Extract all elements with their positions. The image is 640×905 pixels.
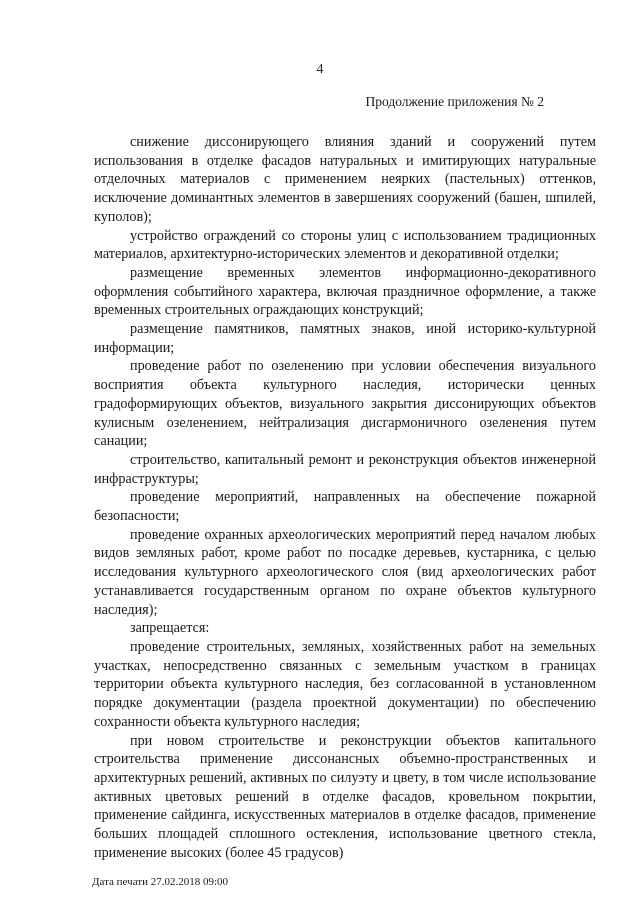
paragraph: проведение работ по озеленению при условии обеспечения визуального восприятия объекта культурного наследия, исторически ценных градоформирующих объектов, визуального закрытия диссонирующих объектов кулисным озеленением, нейтрализация дисгармоничного озеленения путем санации; <box>94 358 596 450</box>
paragraph: при новом строительстве и реконструкции объектов капитального строительства применение диссонансных объемно-пространственных и архитектурных решений, активных по силуэту и цвету, в том числе использование активных цветовых решений в отделке фасадов, кровельном покрытии, применение сайдинга, искусственных материалов в отделке фасадов, применение больших площадей сплошного остекления, использование цветного стекла, применение высоких (более 45 градусов) <box>94 732 596 861</box>
document-body <box>94 133 596 862</box>
paragraph: устройство ограждений со стороны улиц с использованием традиционных материалов, архитектурно-исторических элементов и декоративной отделки; <box>94 227 596 263</box>
paragraph: строительство, капитальный ремонт и реконструкция объектов инженерной инфраструктуры; <box>94 451 596 487</box>
paragraph: проведение строительных, земляных, хозяйственных работ на земельных участках, непосредственно связанных с земельным участком в границах территории объекта культурного наследия, без согласованной в установленном порядке документации (раздела проектной документации) по обеспечению сохранности объекта культурного наследия; <box>94 638 596 730</box>
paragraph: размещение памятников, памятных знаков, иной историко-культурной информации; <box>94 321 596 356</box>
paragraph: проведение мероприятий, направленных на обеспечение пожарной безопасности; <box>94 489 596 525</box>
appendix-continuation-label: Продолжение приложения № 2 <box>365 94 544 109</box>
page-number: 4 <box>316 62 324 77</box>
paragraph: размещение временных элементов информационно-декоративного оформления событийного характера, включая праздничное оформление, а также временных строительных ограждающих конструкций; <box>94 264 596 319</box>
paragraph-prohibited-heading: запрещается: <box>130 620 210 637</box>
paragraph: проведение охранных археологических мероприятий перед началом любых видов земляных работ, кроме работ по посадке деревьев, кустарника, с целью исследования культурного археологического слоя (вид археологических работ устанавливается государственным органом по охране объектов культурного наследия); <box>94 526 596 618</box>
paragraph: снижение диссонирующего влияния зданий и сооружений путем использования в отделке фасадов натуральных и имитирующих натуральные отделочных материалов с применением неярких (пастельных) оттенков, исключение доминантных элементов в завершениях сооружений (башен, шпилей, куполов); <box>94 134 596 225</box>
print-date-footer: Дата печати 27.02.2018 09:00 <box>92 876 229 888</box>
